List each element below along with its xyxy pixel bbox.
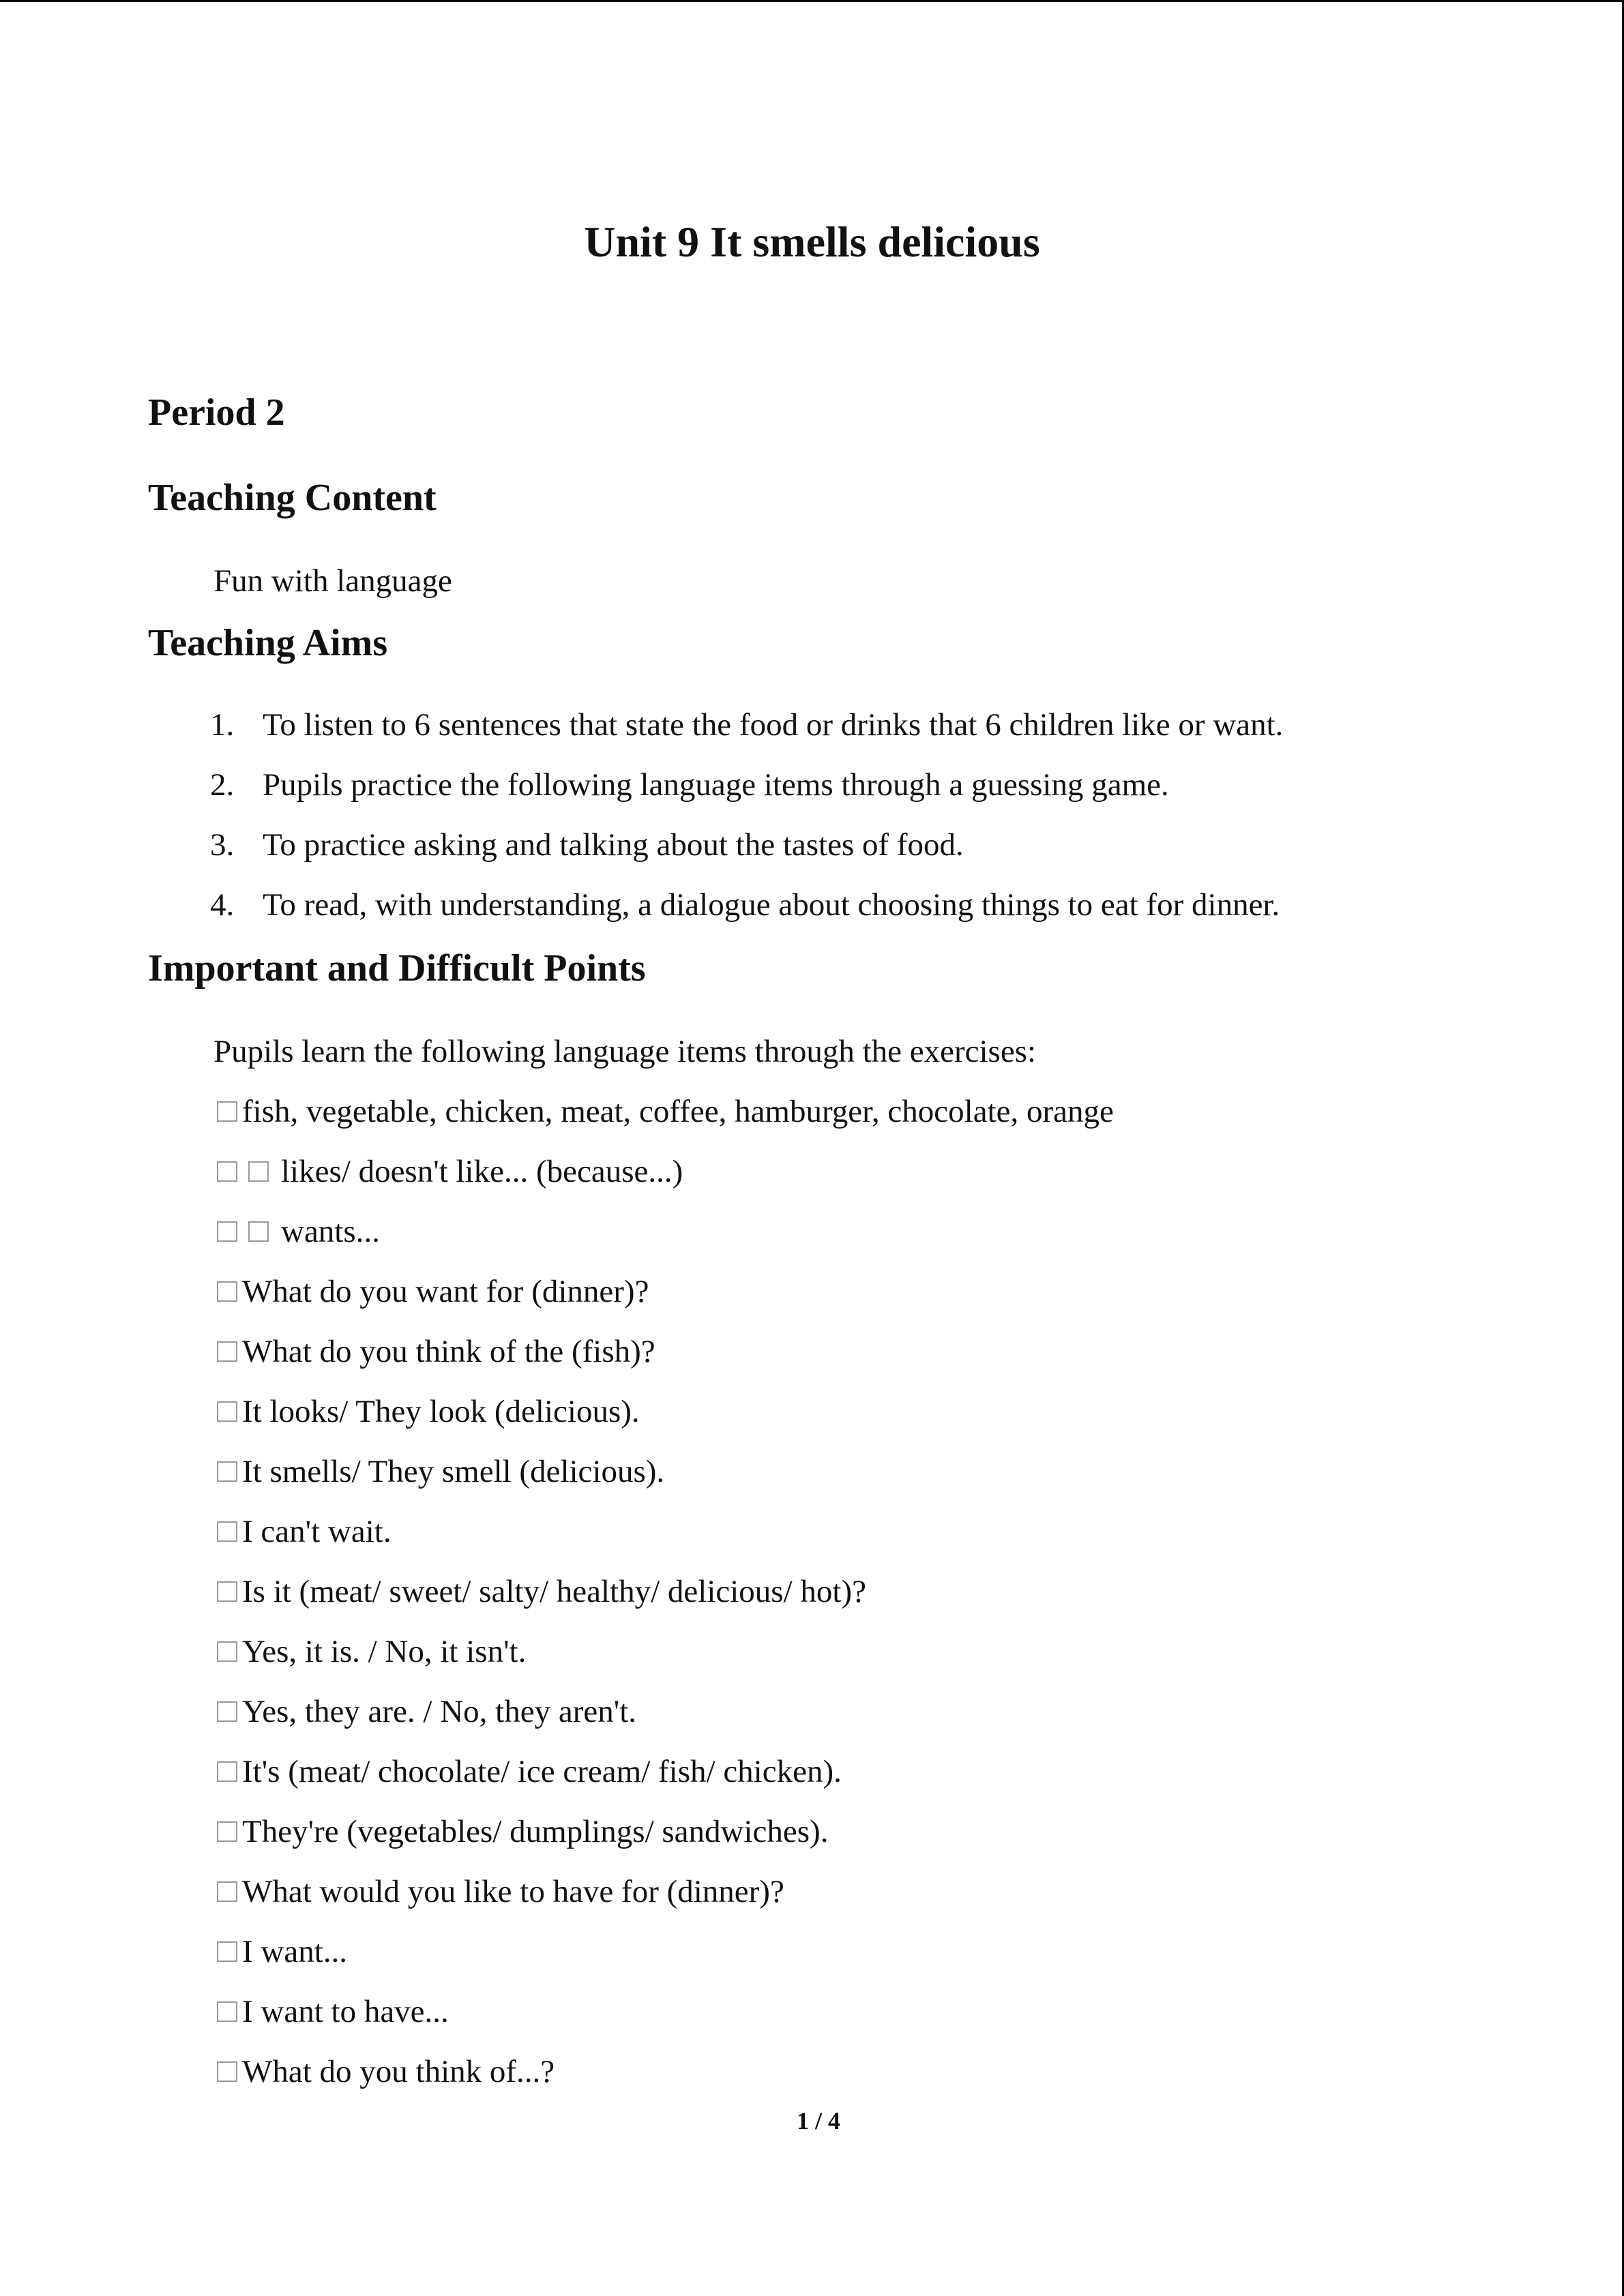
language-item-text: I want...	[242, 1934, 348, 1969]
language-item	[217, 1629, 526, 1674]
checkbox-glyph	[217, 1701, 237, 1722]
aim-text: To listen to 6 sentences that state the food or drinks that 6 children like or want.	[263, 707, 1284, 743]
language-item	[217, 1329, 655, 1374]
checkbox-glyph	[217, 1341, 237, 1362]
teaching-aims-heading: Teaching Aims	[148, 622, 388, 664]
important-points-intro: Pupils learn the following language items through the exercises:	[213, 1034, 1037, 1069]
language-item-text: Is it (meat/ sweet/ salty/ healthy/ delicious/ hot)?	[242, 1574, 866, 1609]
language-item	[217, 1929, 347, 1974]
language-item	[217, 1569, 866, 1614]
aim-text: To read, with understanding, a dialogue about choosing things to eat for dinner.	[263, 887, 1280, 923]
aim-number: 1.	[210, 707, 235, 743]
aim-number: 2.	[210, 767, 235, 803]
language-item	[217, 1869, 784, 1914]
language-item-text: I can't wait.	[242, 1514, 392, 1549]
page-number: 1 / 4	[796, 2107, 840, 2134]
language-item	[217, 2049, 555, 2094]
checkbox-glyph	[217, 1521, 237, 1542]
aim-item	[210, 702, 1283, 747]
teaching-content-text: Fun with language	[213, 563, 452, 599]
language-item-text: likes/ doesn't like... (because...)	[281, 1154, 683, 1189]
checkbox-glyph	[217, 1881, 237, 1902]
language-item	[217, 1509, 392, 1554]
checkbox-glyph	[217, 1941, 237, 1962]
aim-text: Pupils practice the following language items through a guessing game.	[263, 767, 1169, 803]
checkbox-glyph	[217, 1281, 237, 1302]
language-item-text: Yes, they are. / No, they aren't.	[242, 1694, 636, 1729]
language-item	[217, 1269, 649, 1314]
language-item-text: It looks/ They look (delicious).	[242, 1394, 640, 1429]
language-item	[217, 1809, 828, 1854]
language-item	[217, 1389, 640, 1434]
language-item-text: What would you like to have for (dinner)?	[242, 1874, 784, 1909]
language-item-text: They're (vegetables/ dumplings/ sandwiches).	[242, 1814, 829, 1849]
checkbox-glyph	[217, 1161, 237, 1182]
language-item-text: Yes, it is. / No, it isn't.	[242, 1634, 527, 1669]
language-item-text: fish, vegetable, chicken, meat, coffee, hamburger, chocolate, orange	[242, 1094, 1114, 1129]
aim-text: To practice asking and talking about the tastes of food.	[263, 827, 964, 863]
language-item-text: What do you think of...?	[242, 2054, 555, 2089]
aim-number: 3.	[210, 827, 235, 863]
checkbox-glyph	[217, 1761, 237, 1782]
language-item	[217, 1749, 842, 1794]
language-item	[217, 1209, 380, 1254]
checkbox-glyph	[248, 1221, 269, 1242]
language-item-text: wants...	[281, 1214, 380, 1249]
checkbox-glyph	[217, 1641, 237, 1662]
language-item	[217, 1449, 664, 1494]
language-item-text: It's (meat/ chocolate/ ice cream/ fish/ chicken).	[242, 1754, 842, 1789]
language-item-text: What do you want for (dinner)?	[242, 1274, 649, 1309]
checkbox-glyph	[217, 1821, 237, 1842]
language-item-text: I want to have...	[242, 1994, 449, 2029]
period-heading: Period 2	[148, 391, 285, 434]
checkbox-glyph	[217, 2001, 237, 2022]
checkbox-glyph	[217, 1581, 237, 1602]
aim-item	[210, 882, 1280, 927]
language-item	[217, 1989, 449, 2034]
checkbox-glyph	[217, 1221, 237, 1242]
checkbox-glyph	[217, 1461, 237, 1482]
language-item-text: What do you think of the (fish)?	[242, 1334, 655, 1369]
checkbox-glyph	[217, 1101, 237, 1122]
document-title: Unit 9 It smells delicious	[584, 218, 1040, 266]
checkbox-glyph	[217, 1401, 237, 1422]
aim-item	[210, 822, 964, 867]
important-points-heading: Important and Difficult Points	[148, 947, 646, 989]
checkbox-glyph	[248, 1161, 269, 1182]
language-item	[217, 1089, 1114, 1134]
checkbox-glyph	[217, 2061, 237, 2082]
aim-item	[210, 762, 1169, 807]
aim-number: 4.	[210, 887, 235, 923]
language-item-text: It smells/ They smell (delicious).	[242, 1454, 665, 1489]
language-item	[217, 1149, 683, 1194]
teaching-content-heading: Teaching Content	[148, 477, 437, 519]
language-item	[217, 1689, 636, 1734]
